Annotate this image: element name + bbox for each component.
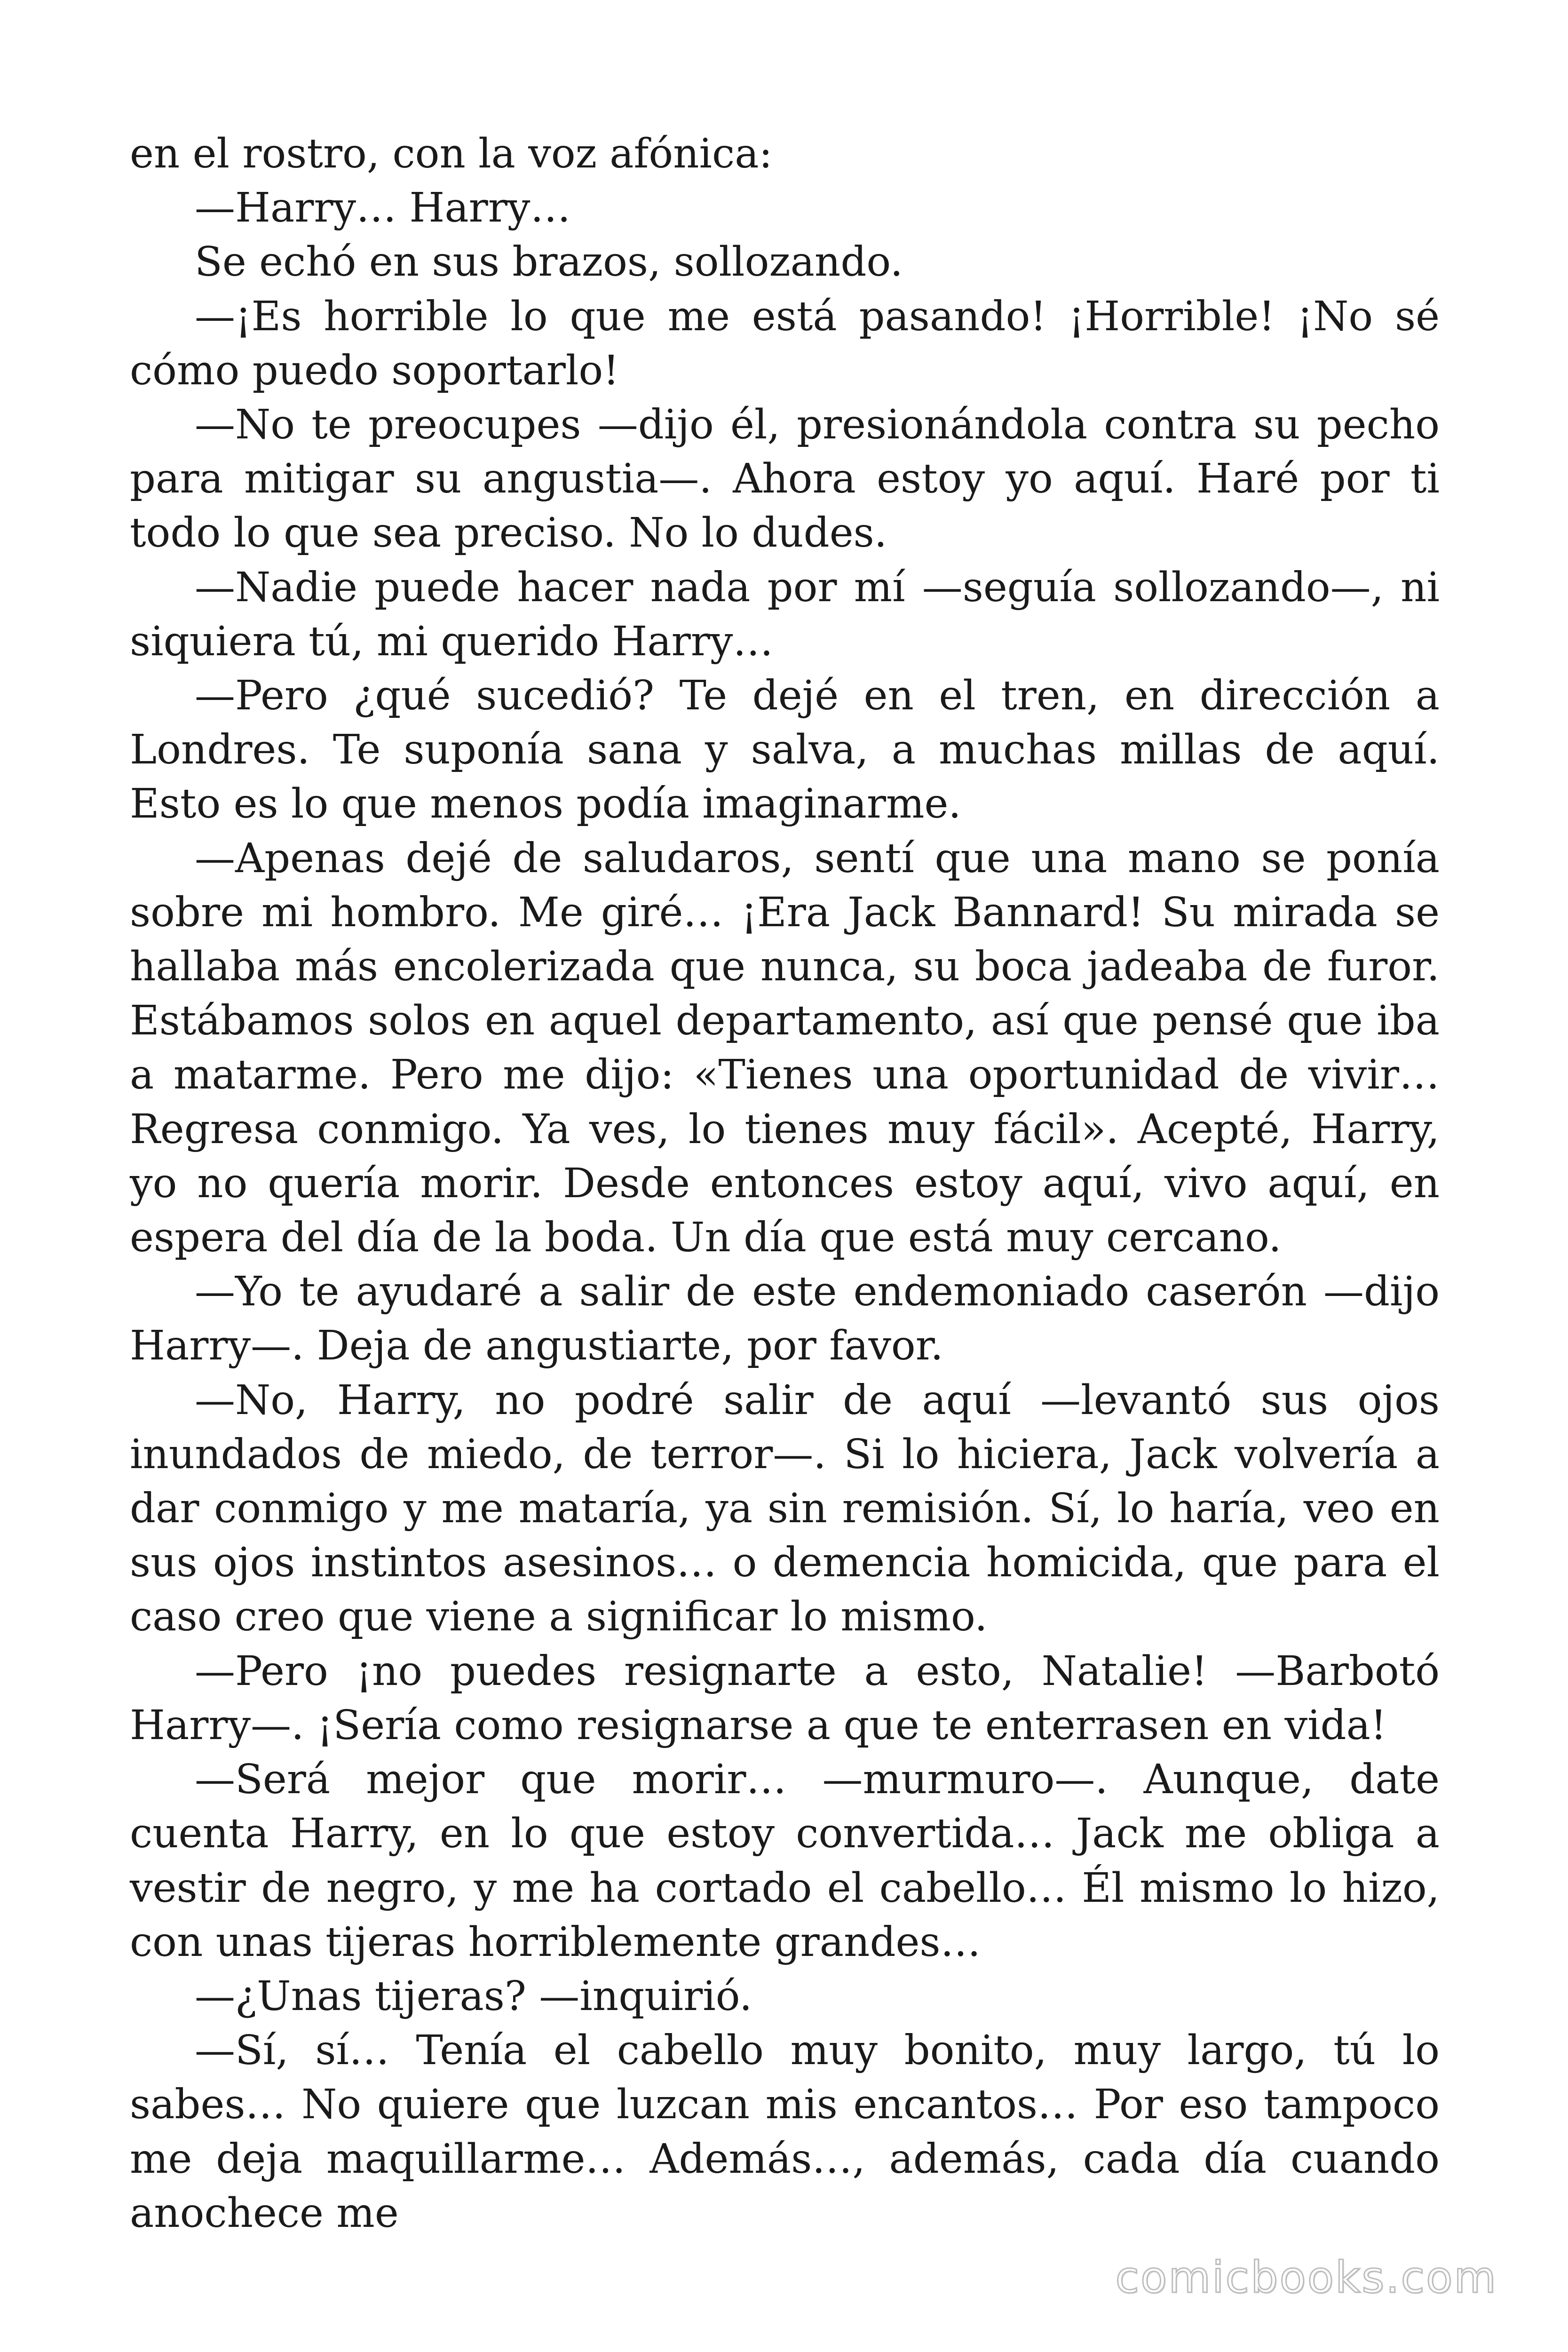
paragraph: —No te preocupes —dijo él, presionándola contra su pecho para mitigar su angustia—. Ahora estoy yo aquí. Haré por ti todo lo que sea preciso. No lo dudes. [130,401,1440,557]
paragraph: —Yo te ayudaré a salir de este endemoniado caserón —dijo Harry—. Deja de angustiarte, por favor. [130,1268,1440,1370]
paragraph: —Nadie puede hacer nada por mí —seguía sollozando—, ni siquiera tú, mi querido Harry… [130,564,1440,665]
paragraph: —Pero ¿qué sucedió? Te dejé en el tren, en dirección a Londres. Te suponía sana y salva, a muchas millas de aquí. Esto es lo que menos podía imaginarme. [130,672,1440,828]
body-text [130,127,1440,2241]
paragraph: —¡Es horrible lo que me está pasando! ¡Horrible! ¡No sé cómo puedo soportarlo! [130,293,1440,394]
paragraph: —Sí, sí… Tenía el cabello muy bonito, muy largo, tú lo sabes… No quiere que luzcan mis encantos… Por eso tampoco me deja maquillarme… Además…, además, cada día cuando anochece me [130,2027,1440,2237]
paragraph: —Pero ¡no puedes resignarte a esto, Natalie! —Barbotó Harry—. ¡Sería como resignarse a que te enterrasen en vida! [130,1647,1440,1749]
paragraph: —Será mejor que morir… —murmuro—. Aunque, date cuenta Harry, en lo que estoy convertida… Jack me obliga a vestir de negro, y me ha cortado el cabello… Él mismo lo hizo, con unas tijeras horriblemente grandes… [130,1756,1440,1966]
paragraph: Se echó en sus brazos, sollozando. [195,238,903,286]
paragraph: en el rostro, con la voz afónica: [130,130,773,177]
paragraph: —¿Unas tijeras? —inquirió. [195,1972,752,2020]
paragraph: —Harry… Harry… [195,184,571,232]
watermark: comicbooks.com [1115,2252,1497,2303]
paragraph: —No, Harry, no podré salir de aquí —levantó sus ojos inundados de miedo, de terror—. Si lo hiciera, Jack volvería a dar conmigo y me mataría, ya sin remisión. Sí, lo haría, veo en sus ojos instintos asesinos… o demencia homicida, que para el caso creo que viene a significar lo mismo. [130,1376,1440,1641]
paragraph: —Apenas dejé de saludaros, sentí que una mano se ponía sobre mi hombro. Me giré… ¡Era Jack Bannard! Su mirada se hallaba más encolerizada que nunca, su boca jadeaba de furor. Estábamos solos en aquel departamento, así que pensé que iba a matarme. Pero me dijo: «Tienes una oportunidad de vivir… Regresa conmigo. Ya ves, lo tienes muy fácil». Acepté, Harry, yo no quería morir. Desde entonces estoy aquí, vivo aquí, en espera del día de la boda. Un día que está muy cercano. [130,834,1440,1262]
